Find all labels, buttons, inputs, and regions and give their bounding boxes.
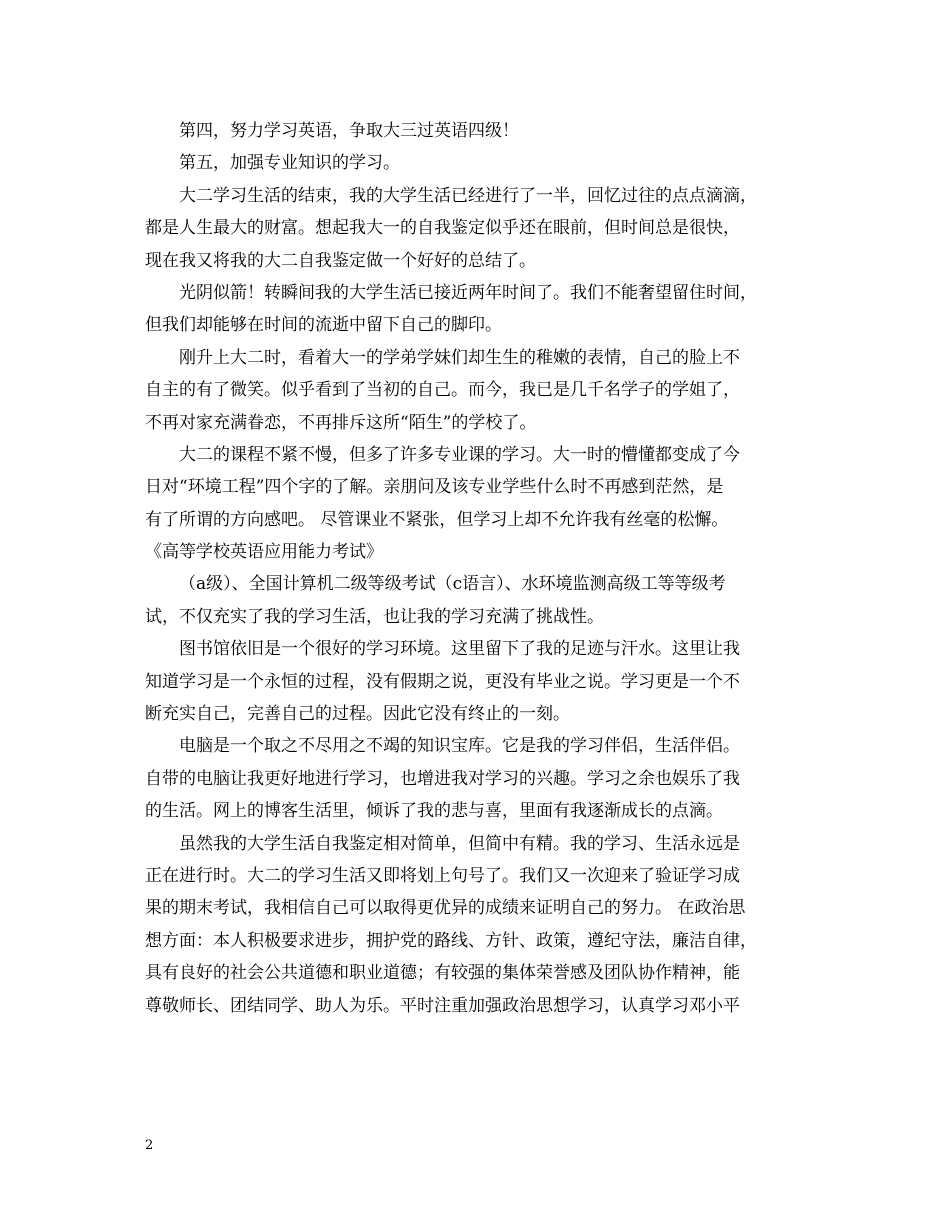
text-line: （a级）、全国计算机二级等级考试（c语言）、水环境监测高级工等等级考 [179, 574, 726, 595]
text-line: 知道学习是一个永恒的过程，没有假期之说，更没有毕业之说。学习更是一个不 [145, 671, 740, 692]
text-line: 第五，加强专业知识的学习。 [179, 153, 400, 174]
text-line: 刚升上大二时，看着大一的学弟学妹们却生生的稚嫩的表情，自己的脸上不 [179, 347, 740, 368]
body-text [145, 115, 820, 1022]
text-line: 虽然我的大学生活自我鉴定相对简单，但简中有精。我的学习、生活永远是 [179, 833, 740, 854]
text-line: 大二的课程不紧不慢，但多了许多专业课的学习。大一时的懵懂都变成了今 [179, 444, 740, 465]
text-line: 试，不仅充实了我的学习生活，也让我的学习充满了挑战性。 [145, 606, 604, 627]
text-line: 图书馆依旧是一个很好的学习环境。这里留下了我的足迹与汗水。这里让我 [179, 639, 740, 660]
text-line: 光阴似箭！转瞬间我的大学生活已接近两年时间了。我们不能奢望留住时间， [179, 282, 757, 303]
text-line: 但我们却能够在时间的流逝中留下自己的脚印。 [145, 315, 502, 336]
text-line: 尊敬师长、团结同学、助人为乐。平时注重加强政治思想学习，认真学习邓小平 [145, 995, 740, 1016]
text-line: 电脑是一个取之不尽用之不竭的知识宝库。它是我的学习伴侣，生活伴侣。 [179, 736, 740, 757]
text-line: 果的期末考试，我相信自己可以取得更优异的成绩来证明自己的努力。 在政治思 [145, 898, 746, 919]
text-line: 第四，努力学习英语，争取大三过英语四级！ [179, 121, 519, 141]
text-line: 的生活。网上的博客生活里，倾诉了我的悲与喜，里面有我逐渐成长的点滴。 [145, 801, 723, 822]
text-line: 想方面：本人积极要求进步，拥护党的路线、方针、政策，遵纪守法，廉洁自律， [145, 930, 757, 951]
text-line: 不再对家充满眷恋，不再排斥这所“陌生”的学校了。 [145, 412, 537, 433]
text-line: 都是人生最大的财富。想起我大一的自我鉴定似乎还在眼前，但时间总是很快， [145, 218, 740, 239]
text-line: 《高等学校英语应用能力考试》 [145, 542, 383, 563]
text-line: 有了所谓的方向感吧。 尽管课业不紧张，但学习上却不允许我有丝毫的松懈。 [145, 509, 729, 530]
text-line: 正在进行时。大二的学习生活又即将划上句号了。我们又一次迎来了验证学习成 [145, 865, 740, 886]
text-line: 日对“环境工程”四个字的了解。亲朋问及该专业学些什么时不再感到茫然，是 [145, 477, 724, 498]
text-line: 大二学习生活的结束，我的大学生活已经进行了一半，回忆过往的点点滴滴， [179, 185, 757, 206]
text-line: 自主的有了微笑。似乎看到了当初的自己。而今，我已是几千名学子的学姐了， [145, 380, 740, 401]
text-line: 自带的电脑让我更好地进行学习，也增进我对学习的兴趣。学习之余也娱乐了我 [145, 768, 740, 789]
text-line: 断充实自己，完善自己的过程。因此它没有终止的一刻。 [145, 704, 570, 725]
text-line: 现在我又将我的大二自我鉴定做一个好好的总结了。 [145, 250, 536, 271]
page-number: 2 [145, 1138, 154, 1153]
text-line: 具有良好的社会公共道德和职业道德；有较强的集体荣誉感及团队协作精神，能 [145, 963, 740, 984]
